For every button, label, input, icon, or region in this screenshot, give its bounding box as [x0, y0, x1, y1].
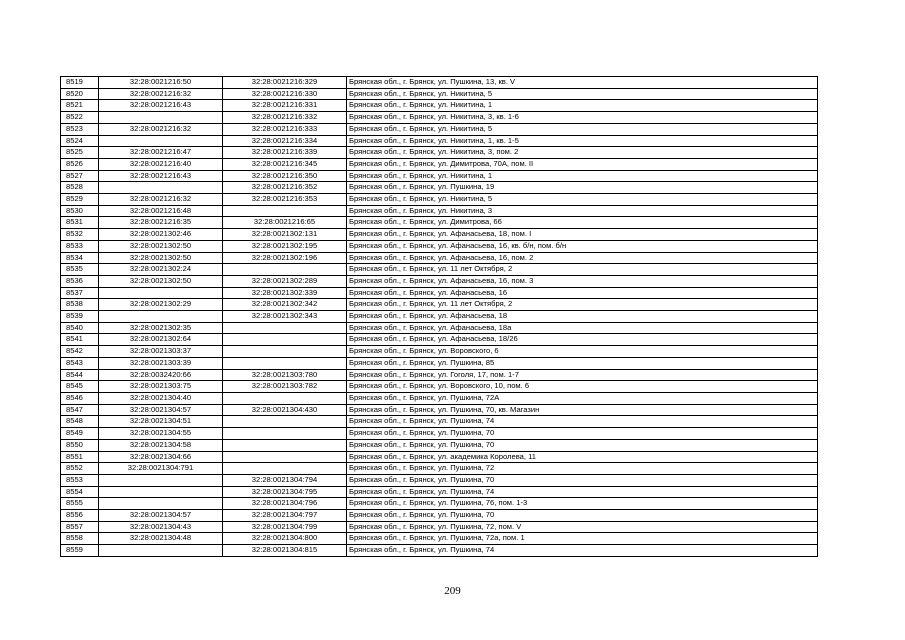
- address-cell: Брянская обл., г. Брянск, ул. академика Королева, 11: [347, 451, 818, 463]
- address-cell: Брянская обл., г. Брянск, ул. 11 лет Октября, 2: [347, 264, 818, 276]
- address-cell: Брянская обл., г. Брянск, ул. Пушкина, 85: [347, 357, 818, 369]
- object-cadastral-number-cell: [223, 346, 347, 358]
- land-cadastral-number-cell: [99, 287, 223, 299]
- address-cell: Брянская обл., г. Брянск, ул. Никитина, 5: [347, 194, 818, 206]
- row-number-cell: 8551: [61, 451, 99, 463]
- table-row: [61, 217, 818, 229]
- object-cadastral-number-cell: 32:28:0021302:196: [223, 252, 347, 264]
- object-cadastral-number-cell: [223, 463, 347, 475]
- table-row: [61, 229, 818, 241]
- object-cadastral-number-cell: [223, 205, 347, 217]
- land-cadastral-number-cell: 32:28:0021302:50: [99, 252, 223, 264]
- table-row: [61, 158, 818, 170]
- address-cell: Брянская обл., г. Брянск, ул. Никитина, 3, пом. 2: [347, 147, 818, 159]
- row-number-cell: 8524: [61, 135, 99, 147]
- object-cadastral-number-cell: 32:28:0021304:799: [223, 521, 347, 533]
- row-number-cell: 8559: [61, 545, 99, 557]
- row-number-cell: 8528: [61, 182, 99, 194]
- land-cadastral-number-cell: 32:28:0021302:35: [99, 322, 223, 334]
- land-cadastral-number-cell: 32:28:0021304:40: [99, 392, 223, 404]
- address-cell: Брянская обл., г. Брянск, ул. Пушкина, 70: [347, 474, 818, 486]
- address-cell: Брянская обл., г. Брянск, ул. Никитина, 5: [347, 123, 818, 135]
- object-cadastral-number-cell: 32:28:0021216:334: [223, 135, 347, 147]
- table-row: [61, 463, 818, 475]
- land-cadastral-number-cell: 32:28:0021216:47: [99, 147, 223, 159]
- address-cell: Брянская обл., г. Брянск, ул. Афанасьева, 18а: [347, 322, 818, 334]
- table-row: [61, 88, 818, 100]
- land-cadastral-number-cell: [99, 545, 223, 557]
- object-cadastral-number-cell: 32:28:0021216:329: [223, 77, 347, 89]
- land-cadastral-number-cell: 32:28:0021303:39: [99, 357, 223, 369]
- object-cadastral-number-cell: 32:28:0021216:345: [223, 158, 347, 170]
- address-cell: Брянская обл., г. Брянск, ул. Гоголя, 17, пом. 1-7: [347, 369, 818, 381]
- table-row: [61, 521, 818, 533]
- address-cell: Брянская обл., г. Брянск, ул. Пушкина, 13, кв. V: [347, 77, 818, 89]
- page-number: 209: [444, 585, 461, 597]
- address-cell: Брянская обл., г. Брянск, ул. Афанасьева, 16, кв. б/н, пом. б/н: [347, 240, 818, 252]
- table-row: [61, 275, 818, 287]
- land-cadastral-number-cell: 32:28:0021302:46: [99, 229, 223, 241]
- land-cadastral-number-cell: 32:28:0021302:29: [99, 299, 223, 311]
- land-cadastral-number-cell: 32:28:0021304:66: [99, 451, 223, 463]
- table-row: [61, 194, 818, 206]
- object-cadastral-number-cell: 32:28:0021216:65: [223, 217, 347, 229]
- object-cadastral-number-cell: 32:28:0021302:131: [223, 229, 347, 241]
- object-cadastral-number-cell: 32:28:0021216:353: [223, 194, 347, 206]
- address-cell: Брянская обл., г. Брянск, ул. Афанасьева, 16, пом. 2: [347, 252, 818, 264]
- land-cadastral-number-cell: 32:28:0021216:32: [99, 123, 223, 135]
- row-number-cell: 8536: [61, 275, 99, 287]
- table-row: [61, 182, 818, 194]
- row-number-cell: 8519: [61, 77, 99, 89]
- table-row: [61, 486, 818, 498]
- object-cadastral-number-cell: [223, 451, 347, 463]
- table-row: [61, 299, 818, 311]
- address-cell: Брянская обл., г. Брянск, ул. Афанасьева, 16, пом. 3: [347, 275, 818, 287]
- table-row: [61, 404, 818, 416]
- address-cell: Брянская обл., г. Брянск, ул. Пушкина, 70: [347, 510, 818, 522]
- address-cell: Брянская обл., г. Брянск, ул. Пушкина, 74: [347, 416, 818, 428]
- object-cadastral-number-cell: [223, 357, 347, 369]
- object-cadastral-number-cell: 32:28:0021216:331: [223, 100, 347, 112]
- address-cell: Брянская обл., г. Брянск, ул. Пушкина, 72: [347, 463, 818, 475]
- row-number-cell: 8530: [61, 205, 99, 217]
- land-cadastral-number-cell: [99, 135, 223, 147]
- table-body: [61, 77, 818, 557]
- row-number-cell: 8522: [61, 112, 99, 124]
- address-cell: Брянская обл., г. Брянск, ул. Пушкина, 19: [347, 182, 818, 194]
- land-cadastral-number-cell: 32:28:0021304:48: [99, 533, 223, 545]
- object-cadastral-number-cell: 32:28:0021216:333: [223, 123, 347, 135]
- object-cadastral-number-cell: 32:28:0021216:339: [223, 147, 347, 159]
- row-number-cell: 8529: [61, 194, 99, 206]
- row-number-cell: 8537: [61, 287, 99, 299]
- row-number-cell: 8554: [61, 486, 99, 498]
- object-cadastral-number-cell: 32:28:0021304:795: [223, 486, 347, 498]
- object-cadastral-number-cell: 32:28:0021303:780: [223, 369, 347, 381]
- object-cadastral-number-cell: 32:28:0021304:794: [223, 474, 347, 486]
- object-cadastral-number-cell: 32:28:0021304:430: [223, 404, 347, 416]
- land-cadastral-number-cell: [99, 486, 223, 498]
- address-cell: Брянская обл., г. Брянск, ул. 11 лет Октября, 2: [347, 299, 818, 311]
- object-cadastral-number-cell: [223, 322, 347, 334]
- row-number-cell: 8535: [61, 264, 99, 276]
- row-number-cell: 8534: [61, 252, 99, 264]
- land-cadastral-number-cell: 32:28:0021304:55: [99, 428, 223, 440]
- object-cadastral-number-cell: [223, 334, 347, 346]
- address-cell: Брянская обл., г. Брянск, ул. Никитина, 1, кв. 1-5: [347, 135, 818, 147]
- row-number-cell: 8538: [61, 299, 99, 311]
- address-cell: Брянская обл., г. Брянск, ул. Афанасьева, 18: [347, 311, 818, 323]
- object-cadastral-number-cell: 32:28:0021304:815: [223, 545, 347, 557]
- address-cell: Брянская обл., г. Брянск, ул. Никитина, 5: [347, 88, 818, 100]
- table-row: [61, 428, 818, 440]
- address-cell: Брянская обл., г. Брянск, ул. Пушкина, 72, пом. V: [347, 521, 818, 533]
- land-cadastral-number-cell: [99, 182, 223, 194]
- row-number-cell: 8541: [61, 334, 99, 346]
- address-cell: Брянская обл., г. Брянск, ул. Пушкина, 70: [347, 428, 818, 440]
- table-row: [61, 369, 818, 381]
- land-cadastral-number-cell: 32:28:0032420:66: [99, 369, 223, 381]
- table-row: [61, 346, 818, 358]
- row-number-cell: 8548: [61, 416, 99, 428]
- object-cadastral-number-cell: [223, 392, 347, 404]
- table-row: [61, 123, 818, 135]
- row-number-cell: 8558: [61, 533, 99, 545]
- row-number-cell: 8539: [61, 311, 99, 323]
- table-row: [61, 170, 818, 182]
- object-cadastral-number-cell: 32:28:0021304:797: [223, 510, 347, 522]
- land-cadastral-number-cell: 32:28:0021303:75: [99, 381, 223, 393]
- row-number-cell: 8532: [61, 229, 99, 241]
- address-cell: Брянская обл., г. Брянск, ул. Пушкина, 70, кв. Магазин: [347, 404, 818, 416]
- land-cadastral-number-cell: [99, 474, 223, 486]
- object-cadastral-number-cell: [223, 416, 347, 428]
- land-cadastral-number-cell: 32:28:0021302:50: [99, 275, 223, 287]
- table-row: [61, 392, 818, 404]
- address-cell: Брянская обл., г. Брянск, ул. Пушкина, 76, пом. 1-3: [347, 498, 818, 510]
- land-cadastral-number-cell: 32:28:0021216:35: [99, 217, 223, 229]
- table-row: [61, 322, 818, 334]
- address-cell: Брянская обл., г. Брянск, ул. Воровского, 6: [347, 346, 818, 358]
- object-cadastral-number-cell: [223, 439, 347, 451]
- object-cadastral-number-cell: 32:28:0021216:330: [223, 88, 347, 100]
- address-cell: Брянская обл., г. Брянск, ул. Димитрова, 70А, пом. II: [347, 158, 818, 170]
- table-row: [61, 100, 818, 112]
- address-cell: Брянская обл., г. Брянск, ул. Пушкина, 72а, пом. 1: [347, 533, 818, 545]
- object-cadastral-number-cell: [223, 428, 347, 440]
- row-number-cell: 8521: [61, 100, 99, 112]
- land-cadastral-number-cell: 32:28:0021302:24: [99, 264, 223, 276]
- table-row: [61, 439, 818, 451]
- object-cadastral-number-cell: 32:28:0021302:343: [223, 311, 347, 323]
- row-number-cell: 8523: [61, 123, 99, 135]
- row-number-cell: 8547: [61, 404, 99, 416]
- table-row: [61, 451, 818, 463]
- land-cadastral-number-cell: 32:28:0021302:64: [99, 334, 223, 346]
- address-cell: Брянская обл., г. Брянск, ул. Пушкина, 74: [347, 545, 818, 557]
- address-cell: Брянская обл., г. Брянск, ул. Пушкина, 70: [347, 439, 818, 451]
- table-row: [61, 264, 818, 276]
- row-number-cell: 8545: [61, 381, 99, 393]
- table-row: [61, 135, 818, 147]
- table-row: [61, 252, 818, 264]
- land-cadastral-number-cell: 32:28:0021303:37: [99, 346, 223, 358]
- row-number-cell: 8527: [61, 170, 99, 182]
- row-number-cell: 8543: [61, 357, 99, 369]
- land-cadastral-number-cell: 32:28:0021302:50: [99, 240, 223, 252]
- row-number-cell: 8544: [61, 369, 99, 381]
- land-cadastral-number-cell: 32:28:0021216:32: [99, 194, 223, 206]
- address-cell: Брянская обл., г. Брянск, ул. Никитина, 3, кв. 1-6: [347, 112, 818, 124]
- land-cadastral-number-cell: 32:28:0021304:791: [99, 463, 223, 475]
- table-row: [61, 334, 818, 346]
- land-cadastral-number-cell: [99, 311, 223, 323]
- row-number-cell: 8526: [61, 158, 99, 170]
- object-cadastral-number-cell: 32:28:0021216:352: [223, 182, 347, 194]
- row-number-cell: 8540: [61, 322, 99, 334]
- land-cadastral-number-cell: 32:28:0021216:40: [99, 158, 223, 170]
- address-cell: Брянская обл., г. Брянск, ул. Никитина, 1: [347, 100, 818, 112]
- table-row: [61, 205, 818, 217]
- row-number-cell: 8525: [61, 147, 99, 159]
- row-number-cell: 8533: [61, 240, 99, 252]
- row-number-cell: 8555: [61, 498, 99, 510]
- table-row: [61, 416, 818, 428]
- land-cadastral-number-cell: 32:28:0021304:57: [99, 404, 223, 416]
- object-cadastral-number-cell: 32:28:0021302:289: [223, 275, 347, 287]
- land-cadastral-number-cell: 32:28:0021304:58: [99, 439, 223, 451]
- land-cadastral-number-cell: 32:28:0021216:43: [99, 170, 223, 182]
- object-cadastral-number-cell: 32:28:0021216:332: [223, 112, 347, 124]
- row-number-cell: 8553: [61, 474, 99, 486]
- address-cell: Брянская обл., г. Брянск, ул. Афанасьева, 18, пом. I: [347, 229, 818, 241]
- table-row: [61, 112, 818, 124]
- table-row: [61, 533, 818, 545]
- land-cadastral-number-cell: [99, 112, 223, 124]
- object-cadastral-number-cell: 32:28:0021304:800: [223, 533, 347, 545]
- object-cadastral-number-cell: 32:28:0021303:782: [223, 381, 347, 393]
- address-cell: Брянская обл., г. Брянск, ул. Пушкина, 72А: [347, 392, 818, 404]
- table-row: [61, 510, 818, 522]
- table-row: [61, 240, 818, 252]
- object-cadastral-number-cell: [223, 264, 347, 276]
- address-cell: Брянская обл., г. Брянск, ул. Димитрова, 66: [347, 217, 818, 229]
- land-cadastral-number-cell: 32:28:0021304:51: [99, 416, 223, 428]
- cadastral-table: [60, 76, 818, 557]
- address-cell: Брянская обл., г. Брянск, ул. Афанасьева, 16: [347, 287, 818, 299]
- address-cell: Брянская обл., г. Брянск, ул. Воровского, 10, пом. 6: [347, 381, 818, 393]
- row-number-cell: 8549: [61, 428, 99, 440]
- land-cadastral-number-cell: [99, 498, 223, 510]
- table-row: [61, 357, 818, 369]
- row-number-cell: 8557: [61, 521, 99, 533]
- table-row: [61, 287, 818, 299]
- address-cell: Брянская обл., г. Брянск, ул. Никитина, 3: [347, 205, 818, 217]
- object-cadastral-number-cell: 32:28:0021216:350: [223, 170, 347, 182]
- land-cadastral-number-cell: 32:28:0021216:32: [99, 88, 223, 100]
- table-row: [61, 77, 818, 89]
- table-row: [61, 545, 818, 557]
- row-number-cell: 8550: [61, 439, 99, 451]
- object-cadastral-number-cell: 32:28:0021302:195: [223, 240, 347, 252]
- row-number-cell: 8520: [61, 88, 99, 100]
- row-number-cell: 8542: [61, 346, 99, 358]
- table-row: [61, 381, 818, 393]
- row-number-cell: 8531: [61, 217, 99, 229]
- object-cadastral-number-cell: 32:28:0021304:796: [223, 498, 347, 510]
- table-row: [61, 498, 818, 510]
- address-cell: Брянская обл., г. Брянск, ул. Никитина, 1: [347, 170, 818, 182]
- land-cadastral-number-cell: 32:28:0021304:57: [99, 510, 223, 522]
- address-cell: Брянская обл., г. Брянск, ул. Пушкина, 74: [347, 486, 818, 498]
- row-number-cell: 8556: [61, 510, 99, 522]
- land-cadastral-number-cell: 32:28:0021304:43: [99, 521, 223, 533]
- table-row: [61, 311, 818, 323]
- object-cadastral-number-cell: 32:28:0021302:342: [223, 299, 347, 311]
- row-number-cell: 8552: [61, 463, 99, 475]
- address-cell: Брянская обл., г. Брянск, ул. Афанасьева, 18/26: [347, 334, 818, 346]
- row-number-cell: 8546: [61, 392, 99, 404]
- land-cadastral-number-cell: 32:28:0021216:50: [99, 77, 223, 89]
- land-cadastral-number-cell: 32:28:0021216:48: [99, 205, 223, 217]
- land-cadastral-number-cell: 32:28:0021216:43: [99, 100, 223, 112]
- table-row: [61, 474, 818, 486]
- object-cadastral-number-cell: 32:28:0021302:339: [223, 287, 347, 299]
- table-row: [61, 147, 818, 159]
